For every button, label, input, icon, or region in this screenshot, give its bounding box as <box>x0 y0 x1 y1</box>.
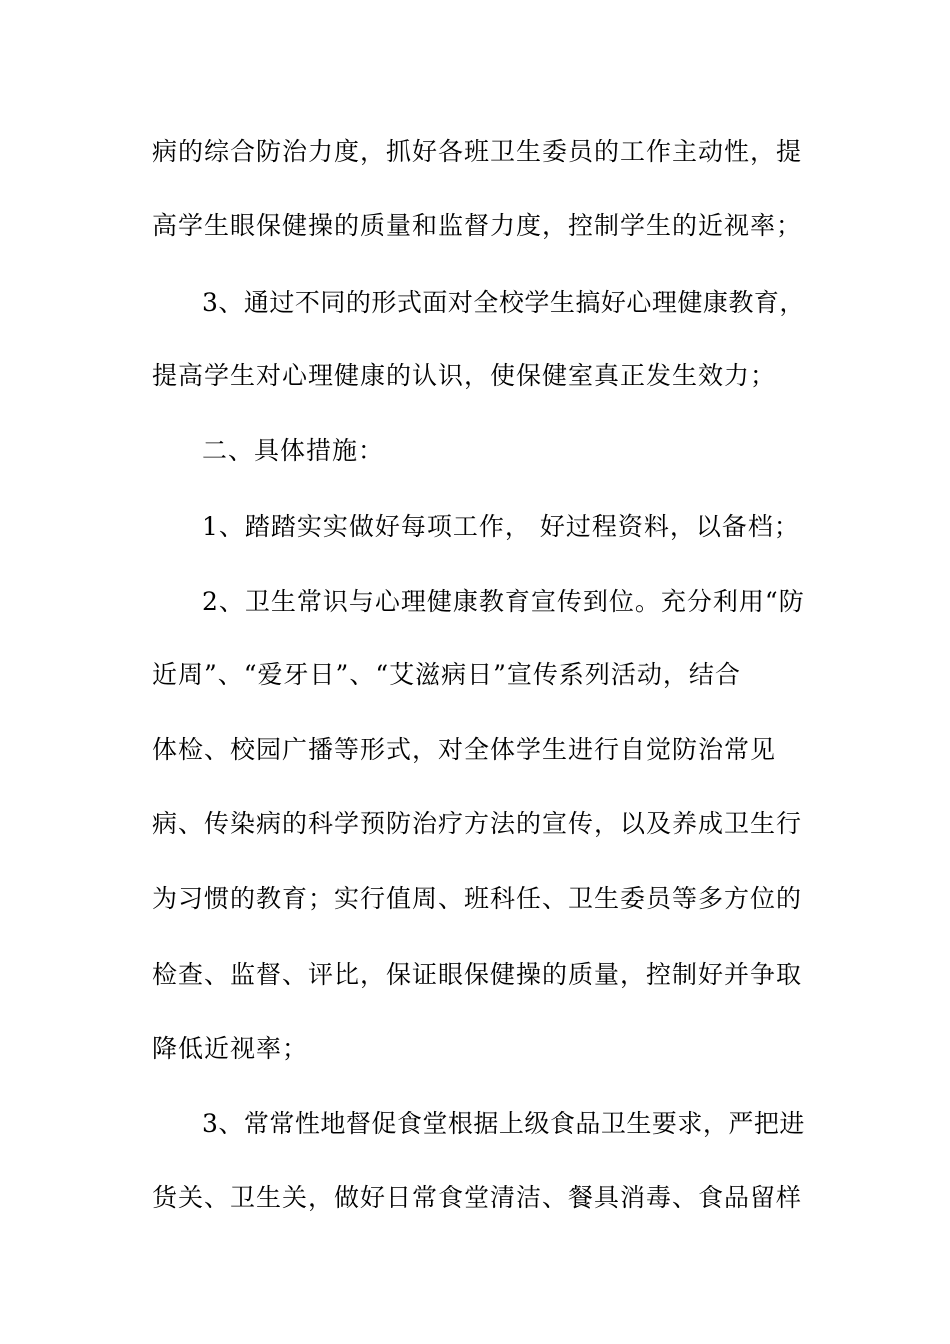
text-line-6: 1、踏踏实实做好每项工作， 好过程资料，以备档； <box>202 512 800 541</box>
text-line-3: 3、通过不同的形式面对全校学生搞好心理健康教育， <box>202 288 805 317</box>
text-line-1: 病的综合防治力度，抓好各班卫生委员的工作主动性，提 <box>152 137 803 166</box>
text-line-11: 为习惯的教育；实行值周、班科任、卫生委员等多方位的 <box>152 884 803 913</box>
text-line-15: 货关、卫生关，做好日常食堂清洁、餐具消毒、食品留样 <box>152 1183 803 1212</box>
text-line-12: 检查、监督、评比，保证眼保健操的质量，控制好并争取 <box>152 960 803 989</box>
text-line-13: 降低近视率； <box>152 1034 309 1063</box>
section-heading-measures: 二、具体措施： <box>202 436 385 465</box>
text-line-2: 高学生眼保健操的质量和监督力度，控制学生的近视率； <box>152 211 803 240</box>
text-line-9: 体检、校园广播等形式，对全体学生进行自觉防治常见 <box>152 735 777 764</box>
text-line-4: 提高学生对心理健康的认识，使保健室真正发生效力； <box>152 361 777 390</box>
text-line-8: 近周”、“爱牙日”、“艾滋病日”宣传系列活动，结合 <box>152 660 741 689</box>
text-line-10: 病、传染病的科学预防治疗方法的宣传，以及养成卫生行 <box>152 809 803 838</box>
text-line-7: 2、卫生常识与心理健康教育宣传到位。充分利用“防 <box>202 587 805 616</box>
text-line-14: 3、常常性地督促食堂根据上级食品卫生要求，严把进 <box>202 1109 805 1138</box>
